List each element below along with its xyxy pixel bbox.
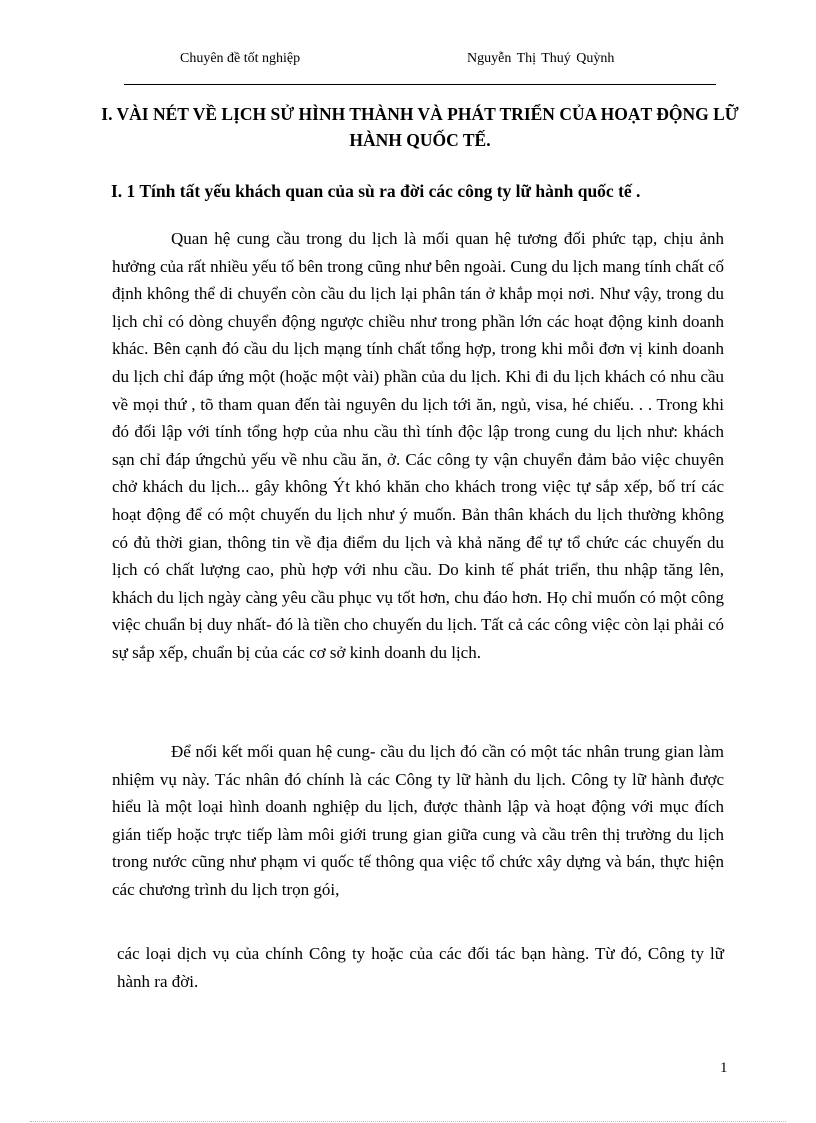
page-bottom-edge [30, 1121, 786, 1122]
header-divider [124, 84, 716, 85]
section-heading: I. 1 Tính tất yếu khách quan của sù ra đời các công ty lữ hành quốc tế . [111, 181, 641, 201]
body-paragraph-3: các loại dịch vụ của chính Công ty hoặc của các đối tác bạn hàng. Từ đó, Công ty lữ hành ra đời. [117, 944, 724, 991]
body-paragraph-2: Để nối kết mối quan hệ cung- cầu du lịch đó cần có một tác nhân trung gian làm nhiệm vụ này. Tác nhân đó chính là các Công ty lữ hành du lịch. Công ty lữ hành được hiểu là một loại hình doanh nghiệp du lịch, được thành lập và hoạt động với mục đích gián tiếp hoặc trực tiếp làm môi giới trung gian giữa cung và cầu trên thị trường du lịch trong nước cũng như phạm vi quốc tế thông qua việc tổ chức xây dựng và bán, thực hiện các chương trình du lịch trọn gói, [112, 742, 724, 899]
page-number: 1 [720, 1060, 728, 1076]
header-right-author: Nguyễn Thị Thuý Quỳnh [467, 51, 615, 66]
header-left-text: Chuyên đề tốt nghiệp [180, 51, 301, 66]
chapter-title: I. VÀI NÉT VỀ LỊCH SỬ HÌNH THÀNH VÀ PHÁT TRIỂN CỦA HOẠT ĐỘNG LỮ HÀNH QUỐC TẾ. [101, 104, 739, 150]
body-paragraph-1: Quan hệ cung cầu trong du lịch là mối quan hệ tương đối phức tạp, chịu ảnh hưởng của rất nhiều yếu tố bên trong cũng như bên ngoài. Cung du lịch mang tính chất cố định không thể di chuyển còn cầu du lịch lại phân tán ở khắp mọi nơi. Như vậy, trong du lịch chỉ có dòng chuyển động ngược chiều như trong phần lớn các hoạt động kinh doanh khác. Bên cạnh đó cầu du lịch mạng tính chất tổng hợp, trong khi mỗi đơn vị kinh doanh du lịch chỉ đáp ứng một (hoặc một vài) phần của du lịch. Khi đi du lịch khách có nhu cầu về mọi thứ , tõ tham quan đến tài nguyên du lịch tới ăn, ngủ, visa, hé chiếu. . . Trong khi đó đối lập với tính tổng hợp của nhu cầu thì tính độc lập trong cung du lịch như: khách sạn chỉ đáp ứngchủ yếu về nhu cầu ăn, ở. Các công ty vận chuyển đảm bảo việc chuyên chở khách du lịch... gây không Ýt khó khăn cho khách trong việc tự sắp xếp, bố trí các hoạt động để có một chuyến du lịch như ý muốn. Bản thân khách du lịch thường không có đủ thời gian, thông tin về địa điểm du lịch và khả năng để tự tổ chức các chuyến du lịch có chất lượng cao, phù hợp với nhu cầu. Do kinh tế phát triển, thu nhập tăng lên, khách du lịch ngày càng yêu cầu phục vụ tốt hơn, chu đáo hơn. Họ chỉ muốn có một công việc chuẩn bị duy nhất- đó là tiền cho chuyến du lịch. Tất cả các công việc còn lại phải có sự sắp xếp, chuẩn bị của các cơ sở kinh doanh du lịch. [112, 229, 724, 662]
